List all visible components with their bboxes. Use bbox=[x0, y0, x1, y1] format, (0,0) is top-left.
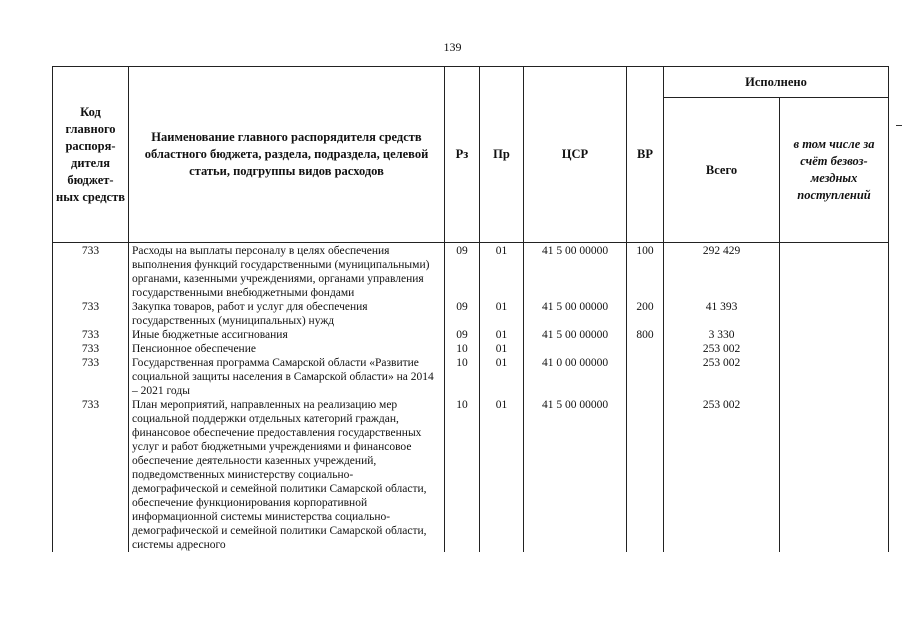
cell-incl-free bbox=[780, 243, 889, 301]
cell-code: 733 bbox=[53, 243, 129, 301]
cell-rz: 10 bbox=[445, 398, 480, 552]
table-row bbox=[53, 243, 889, 301]
budget-execution-table bbox=[52, 66, 889, 552]
header-csr: ЦСР bbox=[524, 67, 627, 243]
cell-rz: 09 bbox=[445, 300, 480, 328]
cell-name: Государственная программа Самарской области «Развитие социальной защиты населения в Самарской области» на 2014 – 2021 годы bbox=[129, 356, 445, 398]
cell-total: 292 429 bbox=[664, 243, 780, 301]
header-pr: Пр bbox=[480, 67, 524, 243]
cell-incl-free bbox=[780, 300, 889, 328]
cell-incl-free bbox=[780, 342, 889, 356]
table-row bbox=[53, 328, 889, 342]
table-row bbox=[53, 342, 889, 356]
cell-name: Иные бюджетные ассигнования bbox=[129, 328, 445, 342]
header-code: Код главного распоря-дителя бюджет-ных средств bbox=[53, 67, 129, 243]
cell-code: 733 bbox=[53, 398, 129, 552]
cell-rz: 09 bbox=[445, 243, 480, 301]
cell-code: 733 bbox=[53, 356, 129, 398]
cell-rz: 10 bbox=[445, 356, 480, 398]
cell-code: 733 bbox=[53, 328, 129, 342]
cell-name: План мероприятий, направленных на реализацию мер социальной поддержки отдельных категорий граждан, финансовое обеспечение предоставления государственных услуг и работ бюджетными учреждениями и финансовое обеспечение деятельности казенных учреждений, подведомственных министерству социально-демографической и семейной политики Самарской области, обеспечение функционирования корпоративной информационной системы министерства социально-демографической и семейной политики Самарской области, системы адресного bbox=[129, 398, 445, 552]
cell-vr: 800 bbox=[627, 328, 664, 342]
cell-rz: 10 bbox=[445, 342, 480, 356]
cell-name: Закупка товаров, работ и услуг для обеспечения государственных (муниципальных) нужд bbox=[129, 300, 445, 328]
cell-pr: 01 bbox=[480, 300, 524, 328]
cell-vr bbox=[627, 342, 664, 356]
cell-total: 3 330 bbox=[664, 328, 780, 342]
cell-csr: 41 5 00 00000 bbox=[524, 300, 627, 328]
scan-edge-mark bbox=[896, 125, 902, 126]
cell-total: 253 002 bbox=[664, 398, 780, 552]
header-row-top bbox=[53, 67, 889, 98]
cell-csr bbox=[524, 342, 627, 356]
cell-rz: 09 bbox=[445, 328, 480, 342]
table-row bbox=[53, 300, 889, 328]
header-incl-free: в том числе за счёт безвоз-мездных поступлений bbox=[780, 98, 889, 243]
cell-total: 253 002 bbox=[664, 356, 780, 398]
cell-code: 733 bbox=[53, 342, 129, 356]
page-number: 139 bbox=[443, 40, 462, 54]
cell-total: 253 002 bbox=[664, 342, 780, 356]
cell-vr bbox=[627, 398, 664, 552]
cell-vr bbox=[627, 356, 664, 398]
cell-vr: 200 bbox=[627, 300, 664, 328]
cell-incl-free bbox=[780, 356, 889, 398]
cell-total: 41 393 bbox=[664, 300, 780, 328]
cell-code: 733 bbox=[53, 300, 129, 328]
cell-csr: 41 5 00 00000 bbox=[524, 328, 627, 342]
cell-csr: 41 5 00 00000 bbox=[524, 243, 627, 301]
cell-vr: 100 bbox=[627, 243, 664, 301]
cell-pr: 01 bbox=[480, 356, 524, 398]
cell-name: Пенсионное обеспечение bbox=[129, 342, 445, 356]
header-executed: Исполнено bbox=[664, 67, 889, 98]
header-name: Наименование главного распорядителя средств областного бюджета, раздела, подраздела, целевой статьи, подгруппы видов расходов bbox=[129, 67, 445, 243]
cell-pr: 01 bbox=[480, 342, 524, 356]
header-rz: Рз bbox=[445, 67, 480, 243]
cell-pr: 01 bbox=[480, 328, 524, 342]
header-total: Всего bbox=[664, 98, 780, 243]
cell-incl-free bbox=[780, 328, 889, 342]
cell-name: Расходы на выплаты персоналу в целях обеспечения выполнения функций государственными (муниципальными) органами, казенными учреждениями, органами управления государственными внебюджетными фондами bbox=[129, 243, 445, 301]
cell-csr: 41 0 00 00000 bbox=[524, 356, 627, 398]
cell-pr: 01 bbox=[480, 243, 524, 301]
cell-pr: 01 bbox=[480, 398, 524, 552]
table-row bbox=[53, 356, 889, 398]
cell-incl-free bbox=[780, 398, 889, 552]
cell-csr: 41 5 00 00000 bbox=[524, 398, 627, 552]
header-vr: ВР bbox=[627, 67, 664, 243]
table-row bbox=[53, 398, 889, 552]
